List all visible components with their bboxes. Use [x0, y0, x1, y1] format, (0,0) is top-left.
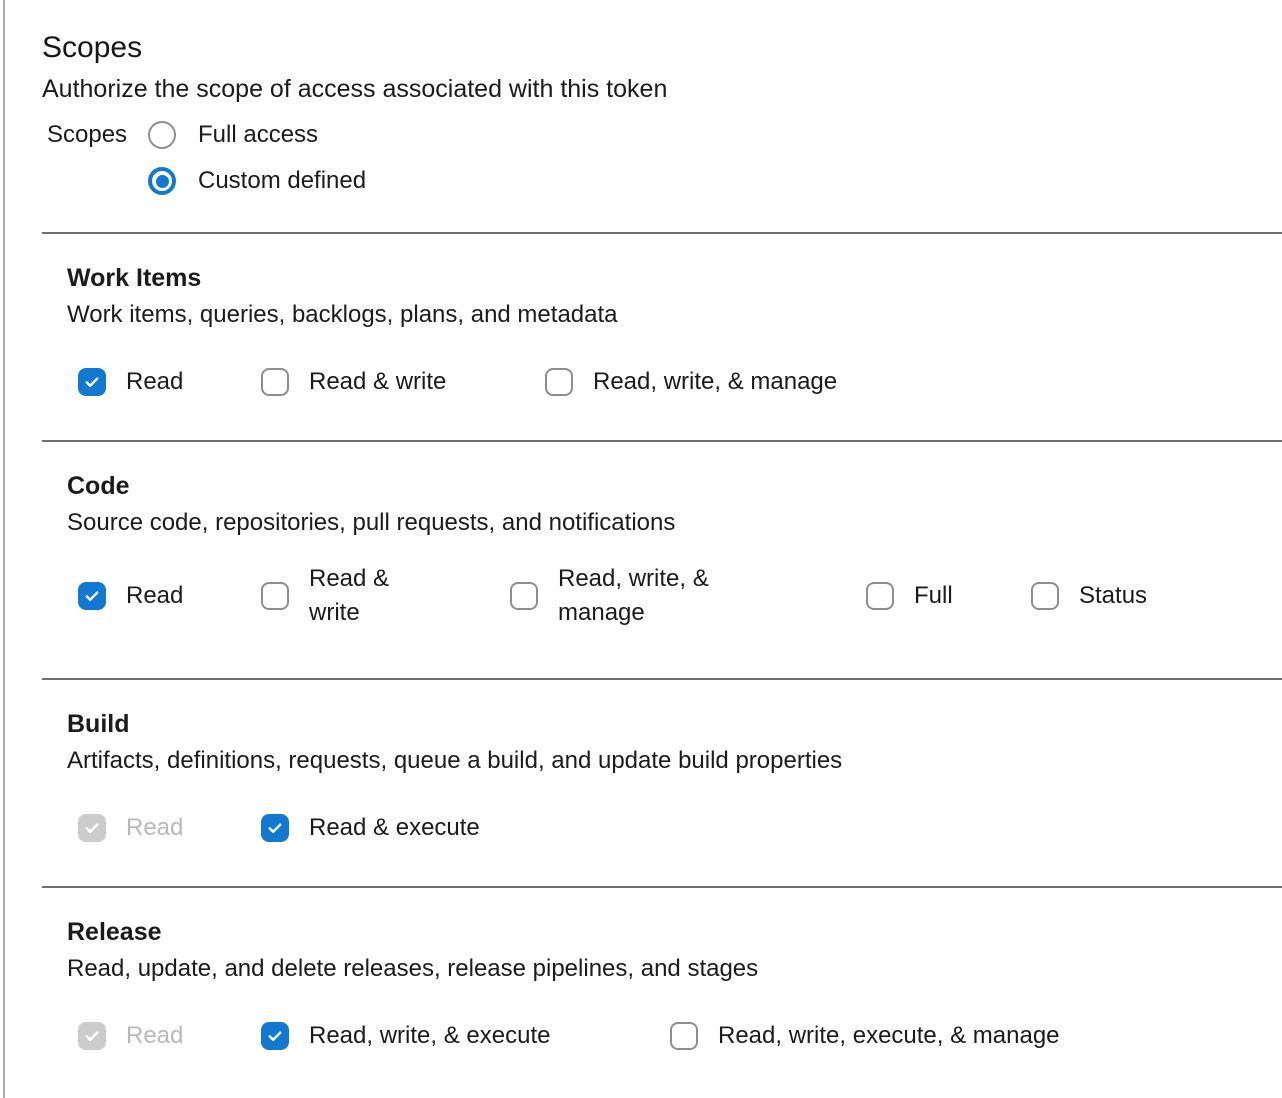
checkbox-option-read-execute[interactable]	[261, 806, 480, 850]
radio-unchecked-icon[interactable]	[148, 121, 176, 149]
checkbox-option-read-write-manage[interactable]	[545, 360, 837, 404]
checkbox-unchecked[interactable]	[261, 582, 289, 610]
checkbox-option-read-write[interactable]	[261, 560, 421, 632]
section-title: Work Items	[67, 264, 202, 292]
checkbox-checked-disabled	[78, 1022, 106, 1050]
options-row	[67, 1014, 1282, 1058]
radio-option-custom-defined[interactable]	[148, 164, 366, 198]
radio-dot	[156, 175, 169, 188]
checkbox-unchecked[interactable]	[866, 582, 894, 610]
check-icon	[83, 587, 101, 605]
checkbox-option-read-write-execute-manage[interactable]	[670, 1014, 1060, 1058]
checkbox-option-read[interactable]	[78, 360, 183, 404]
checkbox-checked-disabled	[78, 814, 106, 842]
checkbox-label: Read, write, & manage	[558, 565, 709, 626]
section-description: Read, update, and delete releases, release pipelines, and stages	[67, 955, 759, 982]
options-row	[67, 560, 1282, 632]
checkbox-option-full[interactable]	[866, 560, 953, 632]
scope-mode-row-full-access	[42, 112, 1282, 158]
checkbox-checked[interactable]	[78, 582, 106, 610]
check-icon	[266, 819, 284, 837]
radio-checked-icon[interactable]	[148, 167, 176, 195]
scope-mode-label: Scopes	[47, 121, 128, 148]
section-title: Code	[67, 472, 130, 500]
checkbox-label: Full	[914, 582, 953, 609]
checkbox-label: Read & write	[309, 565, 390, 626]
checkbox-unchecked[interactable]	[545, 368, 573, 396]
checkbox-label: Read, write, execute, & manage	[718, 1022, 1060, 1049]
section-title: Build	[67, 710, 130, 738]
checkbox-label: Read	[126, 582, 184, 609]
section-code	[0, 442, 1282, 678]
section-description: Work items, queries, backlogs, plans, and metadata	[67, 301, 618, 328]
checkbox-label: Status	[1079, 582, 1148, 609]
section-description: Source code, repositories, pull requests, and notifications	[67, 509, 676, 536]
checkbox-option-read-disabled	[78, 1014, 183, 1058]
checkbox-unchecked[interactable]	[670, 1022, 698, 1050]
check-icon	[83, 819, 101, 837]
section-build	[0, 680, 1282, 886]
checkbox-option-read-write-manage[interactable]	[510, 560, 748, 632]
pane-divider-line	[3, 0, 5, 1098]
checkbox-unchecked[interactable]	[261, 368, 289, 396]
checkbox-label: Read	[126, 814, 184, 841]
options-row	[67, 360, 1282, 404]
scopes-header	[0, 0, 1282, 204]
checkbox-option-read-disabled	[78, 806, 183, 850]
check-icon	[83, 373, 101, 391]
check-icon	[266, 1027, 284, 1045]
checkbox-unchecked[interactable]	[1031, 582, 1059, 610]
checkbox-label: Read	[126, 1022, 184, 1049]
section-title: Release	[67, 918, 162, 946]
checkbox-checked[interactable]	[261, 1022, 289, 1050]
radio-option-full-access[interactable]	[148, 118, 318, 152]
page-title: Scopes	[42, 31, 143, 64]
checkbox-label: Read & execute	[309, 814, 480, 841]
checkbox-checked[interactable]	[261, 814, 289, 842]
radio-label: Custom defined	[198, 167, 367, 194]
page-subtitle: Authorize the scope of access associated with this token	[42, 75, 668, 103]
section-release	[0, 888, 1282, 1088]
checkbox-label: Read	[126, 368, 184, 395]
checkbox-checked[interactable]	[78, 368, 106, 396]
checkbox-label: Read, write, & execute	[309, 1022, 551, 1049]
section-work-items	[0, 234, 1282, 440]
checkbox-option-read-write-execute[interactable]	[261, 1014, 550, 1058]
section-description: Artifacts, definitions, requests, queue a build, and update build properties	[67, 747, 843, 774]
radio-label: Full access	[198, 121, 319, 148]
options-row	[67, 806, 1282, 850]
checkbox-option-read[interactable]	[78, 560, 183, 632]
checkbox-option-read-write[interactable]	[261, 360, 446, 404]
checkbox-label: Read, write, & manage	[593, 368, 838, 395]
check-icon	[83, 1027, 101, 1045]
checkbox-option-status[interactable]	[1031, 560, 1147, 632]
checkbox-label: Read & write	[309, 368, 447, 395]
checkbox-unchecked[interactable]	[510, 582, 538, 610]
scope-mode-row-custom-defined	[42, 158, 1282, 204]
scope-mode-selector	[42, 112, 1282, 204]
